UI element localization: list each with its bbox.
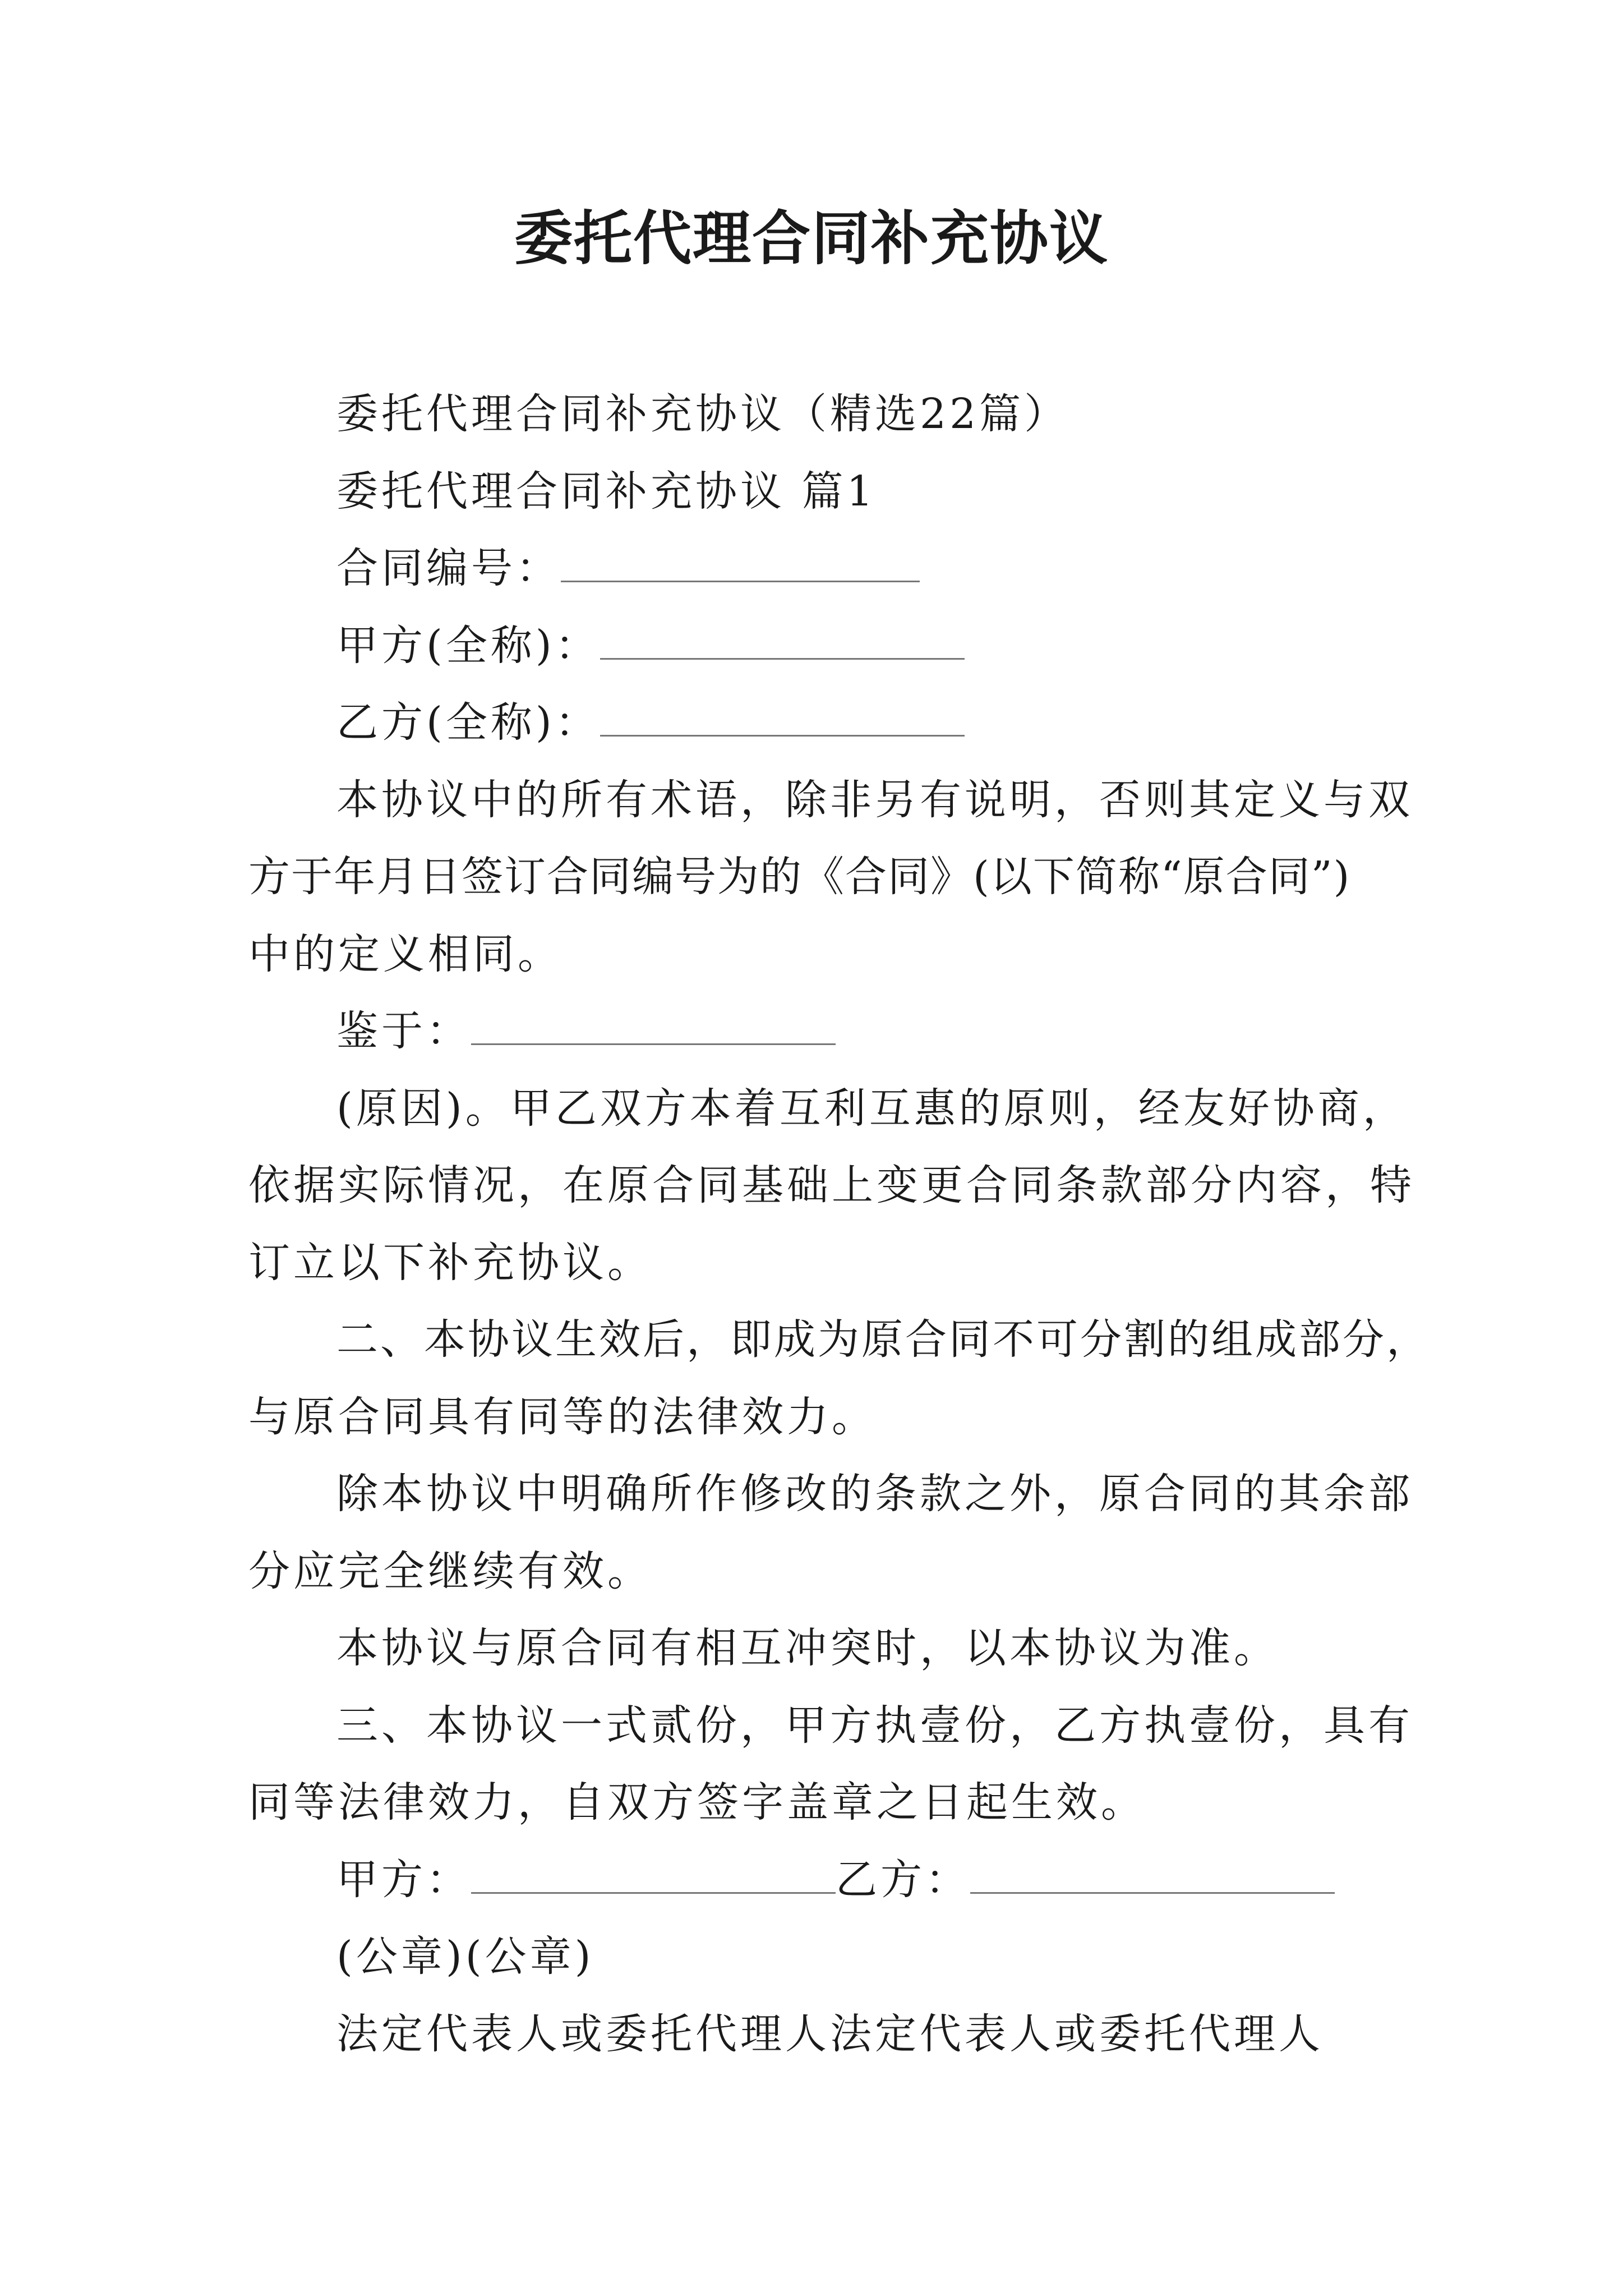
signature-party-b-label: 乙方：	[836, 1856, 970, 1904]
seal-line: (公章)(公章)	[336, 1932, 594, 1981]
paragraph-line: 方于年月日签订合同编号为的《合同》(以下简称“原合同”)	[248, 853, 1351, 901]
paragraph-line: 分应完全继续有效。	[248, 1547, 652, 1595]
party-b-blank	[600, 706, 965, 737]
contract-number-blank	[561, 551, 920, 582]
section-heading: 委托代理合同补充协议 篇1	[336, 467, 877, 516]
document-title: 委托代理合同补充协议	[514, 204, 1109, 273]
paragraph-line: 三、本协议一式贰份，甲方执壹份，乙方执壹份，具有	[336, 1701, 1413, 1750]
paragraph-line: 本协议中的所有术语，除非另有说明，否则其定义与双	[336, 776, 1413, 824]
paragraph-line: (原因)。甲乙双方本着互利互惠的原则，经友好协商，	[336, 1084, 1408, 1133]
paragraph-line: 与原合同具有同等的法律效力。	[248, 1393, 877, 1441]
party-b-label: 乙方(全称)：	[336, 698, 600, 747]
representative-line: 法定代表人或委托代理人法定代表人或委托代理人	[336, 2010, 1324, 2058]
signature-party-a-label: 甲方：	[336, 1856, 471, 1904]
subtitle-collection: 委托代理合同补充协议（精选22篇）	[336, 390, 1069, 438]
paragraph-line: 中的定义相同。	[248, 930, 562, 978]
party-a-label: 甲方(全称)：	[336, 622, 600, 670]
whereas-label: 鉴于：	[336, 1007, 471, 1055]
paragraph-line: 同等法律效力，自双方签字盖章之日起生效。	[248, 1778, 1146, 1826]
signature-party-a-blank	[471, 1863, 836, 1894]
party-b-row	[336, 694, 965, 751]
paragraph-line: 除本协议中明确所作修改的条款之外，原合同的其余部	[336, 1470, 1413, 1518]
paragraph-line: 二、本协议生效后，即成为原合同不可分割的组成部分，	[336, 1315, 1430, 1364]
whereas-blank	[471, 1014, 836, 1045]
signature-party-b-blank	[970, 1863, 1335, 1894]
party-a-row	[336, 618, 965, 674]
contract-number-row	[336, 540, 920, 596]
party-a-blank	[600, 629, 965, 660]
signature-row	[336, 1852, 1335, 1908]
paragraph-line: 本协议与原合同有相互冲突时，以本协议为准。	[336, 1624, 1279, 1672]
paragraph-line: 依据实际情况，在原合同基础上变更合同条款部分内容，特	[248, 1161, 1415, 1209]
contract-number-label: 合同编号：	[336, 544, 561, 592]
paragraph-line: 订立以下补充协议。	[248, 1239, 652, 1287]
whereas-row	[336, 1003, 836, 1059]
